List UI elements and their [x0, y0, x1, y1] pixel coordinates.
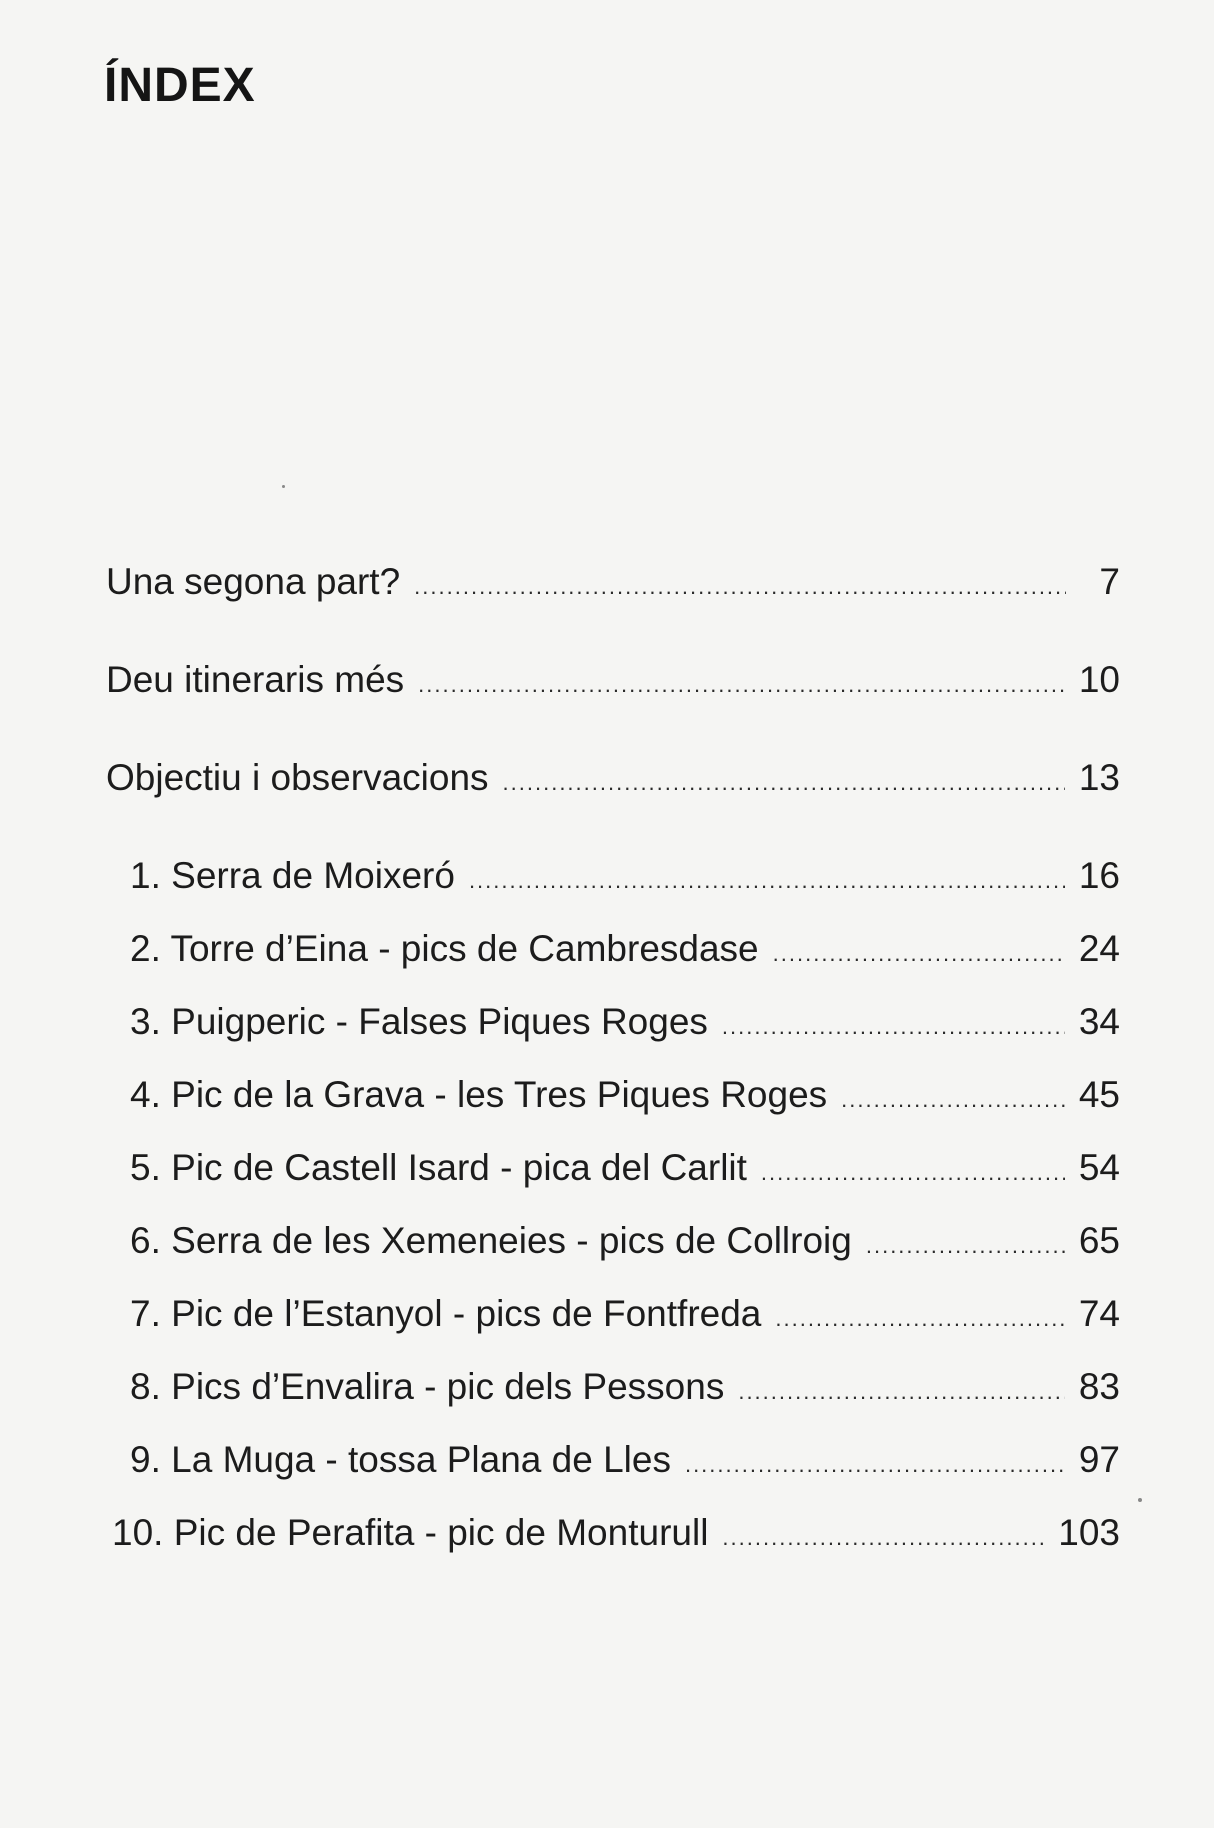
toc-itinerary-7: [106, 1288, 1120, 1340]
itinerary-label: Pic de la Grava - les Tres Piques Roges: [171, 1074, 828, 1115]
itinerary-page: 45: [1078, 1074, 1120, 1115]
itinerary-number: 5.: [130, 1147, 161, 1188]
itinerary-page: 97: [1078, 1439, 1120, 1480]
dot-leader: [738, 1366, 1065, 1418]
itinerary-number: 3.: [130, 1001, 161, 1042]
toc-itinerary-2: [106, 923, 1120, 975]
itinerary-number: 10.: [112, 1512, 164, 1553]
toc-entry-page: 7: [1099, 561, 1120, 602]
itinerary-label: La Muga - tossa Plana de Lles: [171, 1439, 671, 1480]
dot-leader: [773, 928, 1065, 980]
itinerary-number: 8.: [130, 1366, 161, 1407]
itinerary-page: 83: [1078, 1366, 1120, 1407]
toc-itinerary-6: [106, 1215, 1120, 1267]
itinerary-number: 2.: [130, 928, 161, 969]
itinerary-page: 65: [1078, 1220, 1120, 1261]
toc-entry-una-segona-part: [106, 556, 1120, 608]
itinerary-page: 24: [1078, 928, 1120, 969]
toc-entry-label: Una segona part?: [106, 561, 401, 602]
toc-itinerary-9: [106, 1434, 1120, 1486]
itinerary-label: Torre d’Eina - pics de Cambresdase: [170, 928, 759, 969]
itinerary-label: Pic de Perafita - pic de Monturull: [173, 1512, 709, 1553]
itinerary-label: Serra de les Xemeneies - pics de Collroig: [171, 1220, 852, 1261]
itinerary-page: 34: [1078, 1001, 1120, 1042]
dot-leader: [469, 855, 1065, 907]
dot-leader: [866, 1220, 1065, 1272]
paper-speck: [282, 485, 285, 488]
itinerary-label: Pics d’Envalira - pic dels Pessons: [171, 1366, 725, 1407]
toc-itinerary-1: [106, 850, 1120, 902]
itinerary-page: 54: [1078, 1147, 1120, 1188]
toc-itinerary-8: [106, 1361, 1120, 1413]
toc-itinerary-10: [106, 1507, 1120, 1559]
toc-itinerary-5: [106, 1142, 1120, 1194]
toc-itinerary-4: [106, 1069, 1120, 1121]
toc-entry-page: 10: [1078, 659, 1120, 700]
page-title: ÍNDEX: [104, 59, 256, 112]
toc-entry-label: Deu itineraris més: [106, 659, 405, 700]
toc-entry-page: 13: [1078, 757, 1120, 798]
dot-leader: [503, 757, 1065, 809]
itinerary-number: 9.: [130, 1439, 161, 1480]
itinerary-label: Pic de l’Estanyol - pics de Fontfreda: [171, 1293, 762, 1334]
itinerary-number: 4.: [130, 1074, 161, 1115]
itinerary-page: 103: [1058, 1512, 1120, 1553]
dot-leader: [418, 659, 1065, 711]
itinerary-label: Serra de Moixeró: [171, 855, 455, 896]
dot-leader: [685, 1439, 1065, 1491]
paper-speck: [1138, 1498, 1142, 1502]
itinerary-page: 74: [1078, 1293, 1120, 1334]
dot-leader: [841, 1074, 1065, 1126]
itinerary-label: Puigperic - Falses Piques Roges: [171, 1001, 708, 1042]
toc-entry-label: Objectiu i observacions: [106, 757, 489, 798]
itinerary-number: 7.: [130, 1293, 161, 1334]
itinerary-page: 16: [1078, 855, 1120, 896]
itinerary-number: 6.: [130, 1220, 161, 1261]
toc-itinerary-3: [106, 996, 1120, 1048]
itinerary-label: Pic de Castell Isard - pica del Carlit: [171, 1147, 747, 1188]
toc-entry-deu-itineraris: [106, 654, 1120, 706]
dot-leader: [722, 1001, 1065, 1053]
toc-entry-objectiu: [106, 752, 1120, 804]
dot-leader: [761, 1147, 1065, 1199]
dot-leader: [414, 561, 1066, 613]
itinerary-number: 1.: [130, 855, 161, 896]
dot-leader: [775, 1293, 1064, 1345]
dot-leader: [722, 1512, 1044, 1564]
